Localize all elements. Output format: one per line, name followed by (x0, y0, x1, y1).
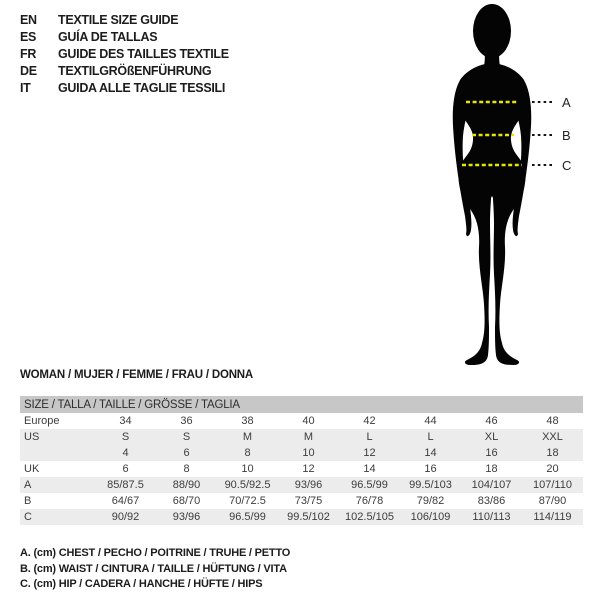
table-cell: 99.5/103 (400, 477, 461, 493)
table-row (20, 509, 583, 525)
table-cell: 16 (461, 445, 522, 461)
table-cell: 104/107 (461, 477, 522, 493)
section-title: WOMAN / MUJER / FEMME / FRAU / DONNA (20, 369, 254, 381)
size-table-header: SIZE / TALLA / TAILLE / GRÖSSE / TAGLIA (20, 396, 583, 413)
language-row (20, 46, 229, 63)
table-cell: 90/92 (95, 509, 156, 525)
marker-label-b: B (562, 128, 571, 143)
table-cell: 4 (95, 445, 156, 461)
table-cell: 106/109 (400, 509, 461, 525)
table-cell: 85/87.5 (95, 477, 156, 493)
language-list (20, 12, 229, 97)
table-cell: M (217, 429, 278, 445)
language-title: GUIDA ALLE TAGLIE TESSILI (58, 81, 226, 95)
table-cell: 36 (180, 415, 193, 427)
size-table (20, 396, 583, 525)
table-cell: XL (461, 429, 522, 445)
table-cell: 107/110 (522, 477, 583, 493)
row-label: US (20, 429, 95, 445)
language-code: DE (20, 64, 37, 78)
table-cell: 87/90 (538, 495, 567, 507)
table-cell: 73/75 (294, 495, 323, 507)
table-cell: 42 (363, 415, 376, 427)
table-cell: 114/119 (522, 509, 583, 525)
table-row (20, 493, 583, 509)
table-cell: 34 (119, 415, 132, 427)
table-cell: 44 (424, 415, 437, 427)
table-cell: 10 (278, 445, 339, 461)
marker-label-c: C (562, 158, 572, 173)
size-table-body (20, 413, 583, 525)
table-cell: 12 (302, 463, 315, 475)
table-cell: 93/96 (278, 477, 339, 493)
table-cell: 14 (363, 463, 376, 475)
table-cell: 90.5/92.5 (217, 477, 278, 493)
legend-row: B. (cm) WAIST / CINTURA / TAILLE / HÜFTUNG / VITA (20, 562, 287, 575)
size-table-header-row (20, 396, 583, 413)
table-cell: XXL (522, 429, 583, 445)
table-cell: 18 (522, 445, 583, 461)
size-guide-figure (425, 0, 600, 370)
woman-silhouette (425, 0, 600, 370)
table-cell: 16 (424, 463, 437, 475)
table-cell: 8 (217, 445, 278, 461)
language-title: TEXTILGRÖßENFÜHRUNG (58, 64, 212, 78)
table-cell: 70/72.5 (229, 495, 266, 507)
table-cell: 96.5/99 (339, 477, 400, 493)
language-row (20, 63, 229, 80)
row-label (20, 445, 95, 461)
table-cell: S (95, 429, 156, 445)
row-label: Europe (24, 415, 60, 427)
table-cell: 6 (122, 463, 129, 475)
table-cell: 76/78 (355, 495, 384, 507)
table-cell: 88/90 (156, 477, 217, 493)
table-cell: 79/82 (416, 495, 445, 507)
legend-row: A. (cm) CHEST / PECHO / POITRINE / TRUHE / PETTO (20, 547, 291, 559)
language-code: IT (20, 81, 31, 95)
measurement-legend (20, 546, 290, 593)
table-cell: 14 (400, 445, 461, 461)
language-title: GUÍA DE TALLAS (58, 30, 158, 44)
table-cell: 46 (485, 415, 498, 427)
table-cell: L (339, 429, 400, 445)
table-cell: 110/113 (461, 509, 522, 525)
table-row (20, 461, 583, 477)
language-row (20, 12, 229, 29)
language-row (20, 29, 229, 46)
silhouette-head (473, 4, 511, 58)
language-title: TEXTILE SIZE GUIDE (58, 13, 179, 27)
row-label: A (20, 477, 95, 493)
marker-label-a: A (562, 95, 571, 110)
language-code: FR (20, 47, 37, 61)
table-cell: 20 (546, 463, 559, 475)
table-cell: 18 (485, 463, 498, 475)
table-cell: 96.5/99 (217, 509, 278, 525)
language-row (20, 80, 229, 97)
row-label: UK (24, 463, 40, 475)
table-cell: 64/67 (111, 495, 140, 507)
table-cell: 38 (241, 415, 254, 427)
table-cell: 102.5/105 (339, 509, 400, 525)
table-cell: 10 (241, 463, 254, 475)
table-cell: 8 (183, 463, 190, 475)
table-cell: 93/96 (156, 509, 217, 525)
language-code: ES (20, 30, 37, 44)
table-cell: 6 (156, 445, 217, 461)
table-row (20, 413, 583, 429)
table-cell: L (400, 429, 461, 445)
table-cell: 68/70 (172, 495, 201, 507)
table-row (20, 445, 583, 461)
table-cell: S (156, 429, 217, 445)
table-cell: 12 (339, 445, 400, 461)
language-code: EN (20, 13, 37, 27)
table-cell: M (278, 429, 339, 445)
legend-row: C. (cm) HIP / CADERA / HANCHE / HÜFTE / HIPS (20, 578, 263, 591)
row-label: C (20, 509, 95, 525)
table-cell: 48 (546, 415, 559, 427)
table-row (20, 429, 583, 445)
table-cell: 40 (302, 415, 315, 427)
language-title: GUIDE DES TAILLES TEXTILE (58, 47, 229, 61)
table-row (20, 477, 583, 493)
row-label: B (24, 495, 32, 507)
table-cell: 99.5/102 (278, 509, 339, 525)
table-cell: 83/86 (477, 495, 506, 507)
